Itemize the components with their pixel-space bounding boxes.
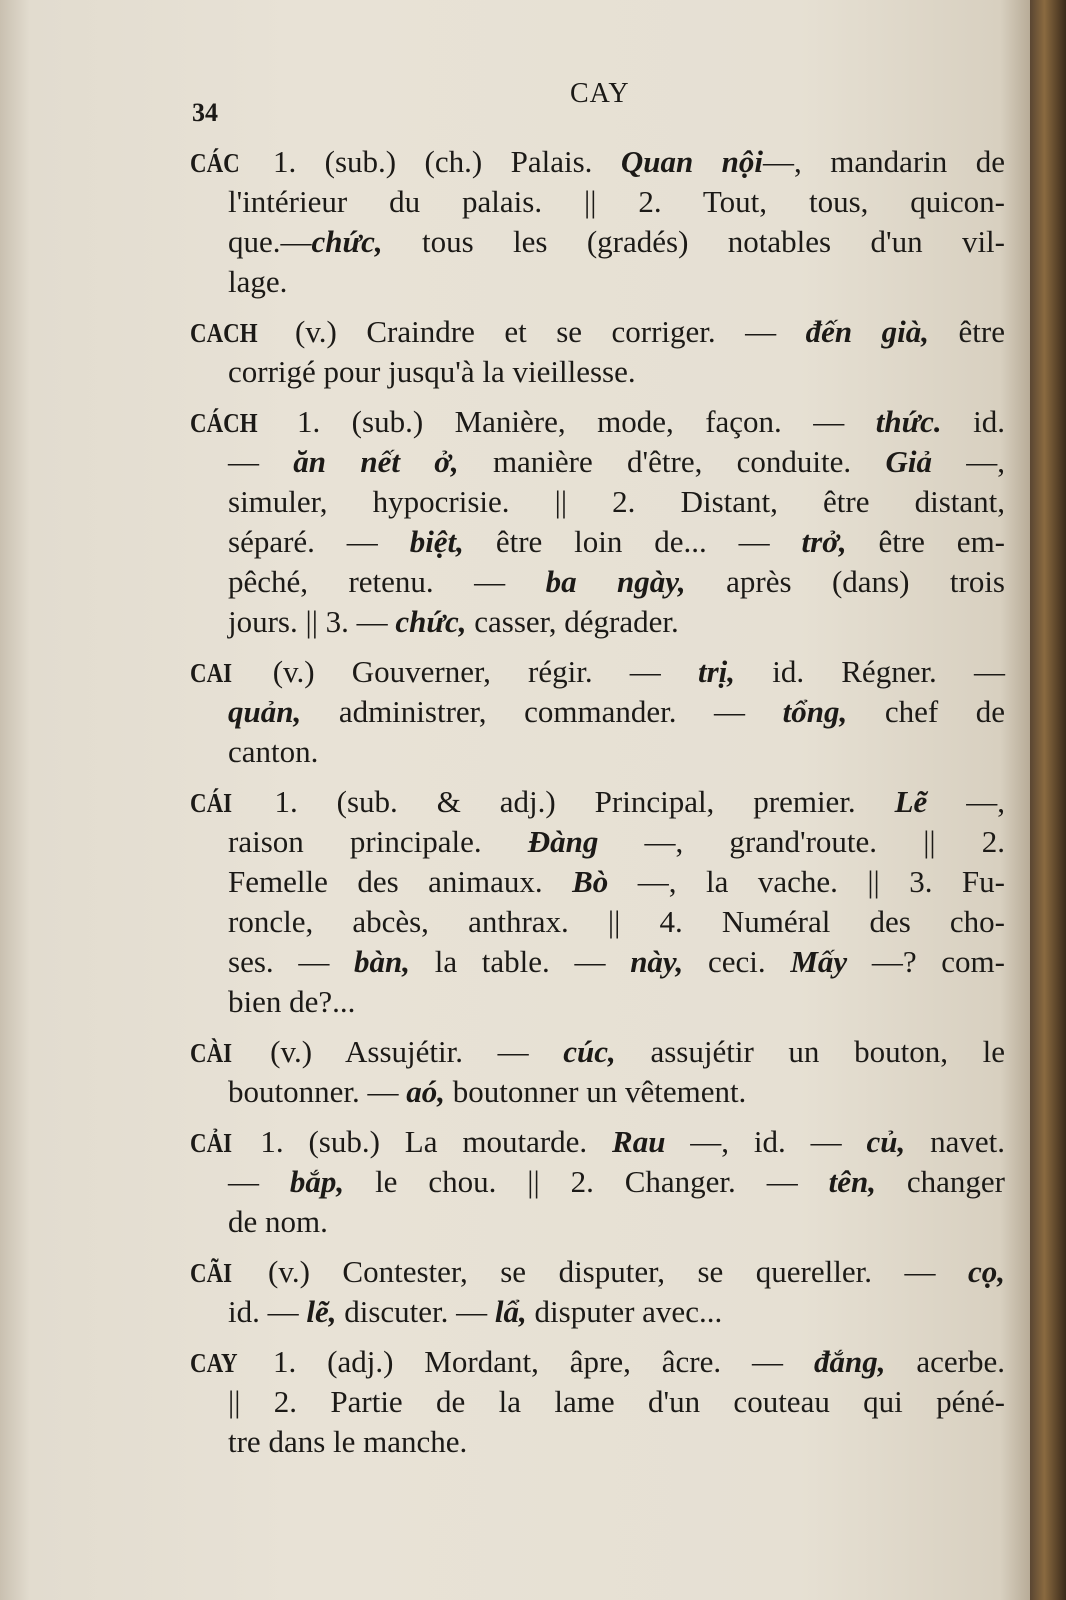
vietnamese-term: Mấy [790, 944, 848, 979]
dictionary-entry [190, 1032, 1005, 1112]
definition-text: 1. (sub.) (ch.) Palais. [244, 144, 621, 179]
definition-text: id. — [228, 1294, 307, 1329]
definition-text: (v.) Gouverner, régir. — [235, 654, 698, 689]
headword: CÀI [190, 1038, 233, 1068]
entry-line [190, 402, 1005, 442]
definition-text: tre dans le manche. [228, 1424, 468, 1459]
vietnamese-term: Quan nội [620, 144, 764, 179]
vietnamese-term: thức. [875, 404, 942, 439]
definition-text: lage. [228, 264, 288, 299]
definition-text: (v.) Contester, se disputer, se quereller. — [235, 1254, 968, 1289]
headword: CAY [190, 1348, 238, 1378]
headword: CÁCH [190, 408, 258, 438]
definition-text: canton. [228, 734, 319, 769]
vietnamese-term: đến già, [805, 314, 930, 349]
entry-line [190, 262, 1005, 302]
entry-line [190, 562, 1005, 602]
definition-text: disputer avec... [526, 1294, 723, 1329]
definition-text: — [228, 444, 294, 479]
dictionary-entry [190, 1252, 1005, 1332]
vietnamese-term: chức, [311, 224, 383, 259]
definition-text: —, [931, 444, 1005, 479]
entry-line [190, 222, 1005, 262]
vietnamese-term: tổng, [782, 694, 848, 729]
headword: CAI [190, 658, 233, 688]
book-binding-edge [1030, 0, 1066, 1600]
entry-line [190, 1032, 1005, 1072]
vietnamese-term: ba ngày, [545, 564, 686, 599]
definition-text: l'intérieur du palais. || 2. Tout, tous, quicon- [228, 184, 1005, 219]
vietnamese-term: lẽ, [306, 1294, 337, 1329]
definition-text: assujétir un bouton, le [615, 1034, 1005, 1069]
vietnamese-term: này, [630, 944, 684, 979]
vietnamese-term: Rau [612, 1124, 666, 1159]
definition-text: être em- [846, 524, 1006, 559]
entry-line [190, 1252, 1005, 1292]
definition-text: —? com- [847, 944, 1005, 979]
entry-line [190, 692, 1005, 732]
vietnamese-term: Giả [885, 444, 932, 479]
entry-line [190, 482, 1005, 522]
dictionary-entry [190, 142, 1005, 302]
entry-line [190, 1162, 1005, 1202]
definition-text: (v.) Craindre et se corriger. — [265, 314, 806, 349]
vietnamese-term: Đàng [527, 824, 599, 859]
definition-text: raison principale. [228, 824, 528, 859]
definition-text: simuler, hypocrisie. || 2. Distant, être distant, [228, 484, 1005, 519]
definition-text: 1. (adj.) Mordant, âpre, âcre. — [242, 1344, 814, 1379]
dictionary-entry [190, 782, 1005, 1022]
dictionary-entry [190, 1342, 1005, 1462]
dictionary-entry [190, 652, 1005, 772]
definition-text: —, grand'route. || 2. [598, 824, 1005, 859]
definition-text: bien de?... [228, 984, 356, 1019]
definition-text: ceci. [683, 944, 791, 979]
vietnamese-term: chức, [395, 604, 467, 639]
entry-line [190, 652, 1005, 692]
entry-line [190, 732, 1005, 772]
definition-text: Femelle des animaux. [228, 864, 573, 899]
definition-text: — [228, 1164, 290, 1199]
entry-line [190, 1122, 1005, 1162]
vietnamese-term: cúc, [563, 1034, 616, 1069]
definition-text: 1. (sub.) Manière, mode, façon. — [265, 404, 876, 439]
definition-text: id. Régner. — [735, 654, 1005, 689]
definition-text: administrer, commander. — [301, 694, 783, 729]
dictionary-entry [190, 402, 1005, 642]
entry-line [190, 442, 1005, 482]
definition-text: changer [875, 1164, 1005, 1199]
entry-line [190, 982, 1005, 1022]
entry-line [190, 1072, 1005, 1112]
definition-text: —, [927, 784, 1006, 819]
dictionary-entries [190, 142, 1005, 1472]
definition-text: discuter. — [336, 1294, 495, 1329]
definition-text: casser, dégrader. [466, 604, 679, 639]
headword: CÁC [190, 148, 240, 178]
definition-text: —, la vache. || 3. Fu- [608, 864, 1005, 899]
definition-text: être [929, 314, 1005, 349]
vietnamese-term: trị, [697, 654, 736, 689]
vietnamese-term: lẩ, [494, 1294, 527, 1329]
entry-line [190, 902, 1005, 942]
dictionary-entry [190, 1122, 1005, 1242]
dictionary-entry [190, 312, 1005, 392]
entry-line [190, 522, 1005, 562]
definition-text: que.— [228, 224, 312, 259]
definition-text: 1. (sub.) La moutarde. [235, 1124, 613, 1159]
definition-text: navet. [905, 1124, 1005, 1159]
definition-text: —, id. — [665, 1124, 867, 1159]
entry-line [190, 1202, 1005, 1242]
definition-text: roncle, abcès, anthrax. || 4. Numéral des cho- [228, 904, 1005, 939]
definition-text: jours. || 3. — [228, 604, 396, 639]
definition-text: être loin de... — [463, 524, 802, 559]
vietnamese-term: tên, [828, 1164, 876, 1199]
definition-text: la table. — [410, 944, 631, 979]
entry-line [190, 1292, 1005, 1332]
vietnamese-term: củ, [866, 1124, 906, 1159]
entry-line [190, 862, 1005, 902]
vietnamese-term: trở, [801, 524, 847, 559]
definition-text: séparé. — [228, 524, 410, 559]
vietnamese-term: bàn, [354, 944, 411, 979]
vietnamese-term: bắp, [289, 1164, 345, 1199]
definition-text: ses. — [228, 944, 355, 979]
definition-text: corrigé pour jusqu'à la vieillesse. [228, 354, 636, 389]
entry-line [190, 1382, 1005, 1422]
page-number: 34 [192, 98, 218, 127]
headword: CẢI [190, 1128, 233, 1158]
entry-line [190, 352, 1005, 392]
running-head: CAY [570, 78, 630, 109]
vietnamese-term: quản, [228, 694, 302, 729]
definition-text: boutonner un vêtement. [445, 1074, 747, 1109]
headword: CÁI [190, 788, 233, 818]
vietnamese-term: Bò [572, 864, 609, 899]
entry-line [190, 822, 1005, 862]
entry-line [190, 142, 1005, 182]
vietnamese-term: đắng, [813, 1344, 886, 1379]
vietnamese-term: aó, [406, 1074, 445, 1109]
definition-text: après (dans) trois [685, 564, 1005, 599]
definition-text: tous les (gradés) notables d'un vil- [382, 224, 1005, 259]
entry-line [190, 782, 1005, 822]
definition-text: manière d'être, conduite. [458, 444, 886, 479]
definition-text: acerbe. [885, 1344, 1005, 1379]
definition-text: id. [941, 404, 1006, 439]
vietnamese-term: Lẽ [894, 784, 928, 819]
entry-line [190, 602, 1005, 642]
definition-text: 1. (sub. & adj.) Principal, premier. [235, 784, 895, 819]
entry-line [190, 1422, 1005, 1462]
definition-text: le chou. || 2. Changer. — [344, 1164, 829, 1199]
entry-line [190, 942, 1005, 982]
definition-text: || 2. Partie de la lame d'un couteau qui péné- [228, 1384, 1005, 1419]
definition-text: pêché, retenu. — [228, 564, 546, 599]
definition-text: de nom. [228, 1204, 328, 1239]
definition-text: (v.) Assujétir. — [235, 1034, 564, 1069]
entry-line [190, 1342, 1005, 1382]
vietnamese-term: cọ, [967, 1254, 1005, 1289]
vietnamese-term: ăn nết ở, [293, 444, 459, 479]
definition-text: boutonner. — [228, 1074, 407, 1109]
definition-text: —, mandarin de [763, 144, 1006, 179]
entry-line [190, 182, 1005, 222]
vietnamese-term: biệt, [409, 524, 464, 559]
definition-text: chef de [847, 694, 1005, 729]
headword: CÃI [190, 1258, 233, 1288]
entry-line [190, 312, 1005, 352]
headword: CACH [190, 318, 258, 348]
